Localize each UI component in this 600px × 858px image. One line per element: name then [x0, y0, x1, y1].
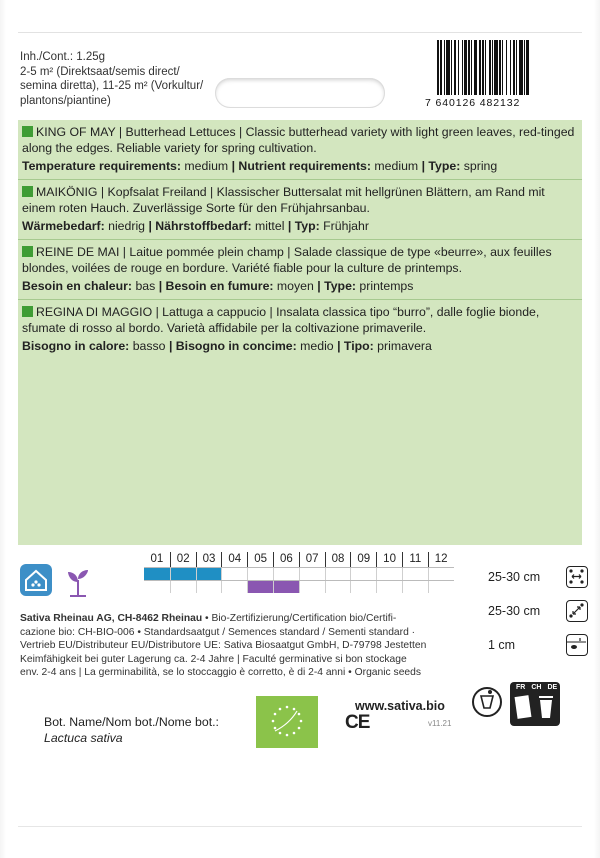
month-label: 06	[273, 552, 299, 567]
ean-number: 7 640126 482132	[425, 97, 521, 109]
eu-organic-leaf-icon	[256, 696, 318, 748]
variety-description-panel	[18, 120, 582, 545]
packet-content-info	[20, 50, 210, 108]
sowing-depth-icon	[566, 634, 588, 656]
type-label: | Type:	[317, 279, 357, 293]
recycling-bin-icon	[510, 682, 560, 726]
temp-value: basso	[129, 339, 169, 353]
sowing-depth	[488, 630, 588, 660]
variety-block-it	[18, 300, 582, 359]
calendar-cell	[144, 568, 170, 580]
calendar-cell	[325, 581, 351, 593]
variety-desc: | Butterhead Lettuces | Classic butterhead variety with light green leaves, red-tinged along the edges. Reliable variety for spring cultivation.	[22, 125, 575, 155]
greenhouse-sowing-icon	[20, 564, 52, 596]
requirements	[22, 338, 578, 354]
calendar-months	[144, 552, 454, 567]
type-value: spring	[460, 159, 498, 173]
row-spacing	[488, 562, 588, 592]
latin-name: Lactuca sativa	[44, 731, 123, 745]
green-square-icon	[22, 186, 33, 197]
calendar-cell	[273, 581, 299, 593]
type-value: printemps	[356, 279, 414, 293]
nutr-label: | Besoin en fumure:	[158, 279, 274, 293]
calendar-cell	[196, 568, 222, 580]
month-label: 08	[325, 552, 351, 567]
barcode-bars	[437, 40, 580, 95]
barcode	[425, 40, 580, 115]
calendar-cell	[376, 581, 402, 593]
plant-spacing-value: 25-30 cm	[488, 604, 541, 618]
recycle-arrows-icon	[470, 682, 504, 722]
calendar-cell	[350, 581, 376, 593]
company-line-4: Keimfähigkeit bei guter Lagerung ca. 2-4 Jahre | Faculté germinative si bon stockage	[20, 653, 407, 665]
type-label: | Typ:	[287, 219, 320, 233]
calendar-cell	[325, 568, 351, 580]
month-label: 10	[376, 552, 402, 567]
nutr-value: mittel	[251, 219, 288, 233]
sowing-calendar	[144, 552, 454, 593]
month-label: 09	[350, 552, 376, 567]
row-spacing-value: 25-30 cm	[488, 570, 541, 584]
green-square-icon	[22, 126, 33, 137]
calendar-cell	[221, 568, 247, 580]
company-line-1	[20, 612, 460, 626]
nutr-label: | Nährstoffbedarf:	[148, 219, 252, 233]
bot-label: Bot. Name/Nom bot./Nome bot.:	[44, 715, 219, 729]
calendar-cell	[170, 568, 196, 580]
requirements	[22, 278, 578, 294]
temp-value: bas	[132, 279, 159, 293]
barcode-bar	[529, 40, 531, 95]
calendar-row-direct	[144, 580, 454, 593]
sowing-depth-value: 1 cm	[488, 638, 516, 652]
version-label: v11.21	[428, 719, 452, 728]
seedling-icon	[60, 564, 96, 600]
website-link[interactable]: www.sativa.bio	[355, 699, 445, 713]
company-info	[20, 612, 460, 680]
bottom-fold-line	[18, 826, 582, 827]
calendar-cell	[402, 568, 428, 580]
calendar-cell	[196, 581, 222, 593]
temp-label: Bisogno in calore:	[22, 339, 130, 353]
hang-hole	[215, 78, 385, 108]
calendar-cell	[376, 568, 402, 580]
variety-name: MAIKÖNIG	[36, 185, 98, 199]
variety-block-en	[18, 120, 582, 180]
company-line-5: env. 2-4 ans | La germinabilità, se lo stoccaggio è corretto, è di 2-4 anni • Organic seeds	[20, 667, 422, 679]
row-spacing-icon	[566, 566, 588, 588]
plant-spacing	[488, 596, 588, 626]
top-fold-line	[18, 32, 582, 33]
plant-spacing-icon	[566, 600, 588, 622]
calendar-cell	[170, 581, 196, 593]
cultivation-info	[488, 562, 588, 664]
calendar-cell	[273, 568, 299, 580]
area-line-1: 2-5 m² (Direktsaat/semis direct/	[20, 65, 180, 78]
temp-label: Wärmebedarf:	[22, 219, 105, 233]
calendar-cell	[299, 568, 325, 580]
company-name: Sativa Rheinau AG, CH-8462 Rheinau	[20, 613, 203, 624]
month-label: 02	[170, 552, 196, 567]
temp-label: Besoin en chaleur:	[22, 279, 133, 293]
month-label: 12	[428, 552, 454, 567]
nutr-label: | Nutrient requirements:	[231, 159, 371, 173]
area-line-3: plantons/piantine)	[20, 94, 111, 107]
month-label: 01	[150, 553, 164, 565]
calendar-cell	[221, 581, 247, 593]
temp-value: medium	[181, 159, 232, 173]
tab-de: DE	[547, 684, 558, 691]
variety-name: REGINA DI MAGGIO	[36, 305, 153, 319]
variety-block-de	[18, 180, 582, 240]
variety-name: KING OF MAY	[36, 125, 116, 139]
nutr-value: medio	[296, 339, 338, 353]
area-line-2: semina diretta), 11-25 m² (Vorkultur/	[20, 80, 204, 92]
tab-ch: CH	[531, 684, 542, 691]
month-label: 07	[299, 552, 325, 567]
nutr-value: medium	[371, 159, 422, 173]
content-weight: Inh./Cont.: 1.25g	[20, 51, 106, 63]
temp-value: niedrig	[104, 219, 149, 233]
tab-fr: FR	[516, 684, 526, 691]
calendar-cell	[350, 568, 376, 580]
variety-desc: | Laitue pommée plein champ | Salade classique de type «beurre», aux feuilles blondes, voilées de rouge en bordure. Variété fiable pour la culture de printemps.	[22, 245, 552, 275]
calendar-cell	[299, 581, 325, 593]
green-square-icon	[22, 246, 33, 257]
variety-desc: | Lattuga a cappucio | Insalata classica tipo “burro”, dalle foglie bionde, sfumate di rosso al bordo. Varietà affidabile per la coltivazione primaverile.	[22, 305, 540, 335]
variety-block-fr	[18, 240, 582, 300]
calendar-cell	[402, 581, 428, 593]
type-label: | Type:	[421, 159, 461, 173]
company-cert: • Bio-Zertifizierung/Certification bio/Certifi-	[202, 613, 397, 624]
variety-desc: | Kopfsalat Freiland | Klassischer Buttersalat mit hellgrünen Blättern, am Rand mit einem roten Hauch. Zuverlässige Sorte für den Frühjahrsanbau.	[22, 185, 545, 215]
green-square-icon	[22, 306, 33, 317]
calendar-cell	[247, 581, 273, 593]
month-label: 05	[247, 552, 273, 567]
variety-name: REINE DE MAI	[36, 245, 120, 259]
company-line-3: Vertrieb EU/Distributeur EU/Distributore UE: Sativa Biosaatgut GmbH, D-79798 Jestetten	[20, 640, 427, 652]
botanical-name	[44, 714, 219, 746]
type-value: Frühjahr	[319, 219, 369, 233]
month-label: 04	[221, 552, 247, 567]
nutr-value: moyen	[273, 279, 318, 293]
type-value: primavera	[373, 339, 432, 353]
calendar-row-indoor	[144, 567, 454, 580]
calendar-cell	[428, 568, 454, 580]
company-line-2: cazione bio: CH-BIO-006 • Standardsaatgut / Semences standard / Sementi standard ·	[20, 626, 416, 638]
calendar-cell	[247, 568, 273, 580]
month-label: 03	[196, 552, 222, 567]
month-label: 11	[402, 552, 428, 567]
calendar-cell	[144, 581, 170, 593]
legend-icons	[20, 564, 96, 600]
recycling-info	[470, 682, 560, 726]
requirements	[22, 158, 578, 174]
type-label: | Tipo:	[337, 339, 374, 353]
calendar-cell	[428, 581, 454, 593]
temp-label: Temperature requirements:	[22, 159, 181, 173]
requirements	[22, 218, 578, 234]
nutr-label: | Bisogno in concime:	[168, 339, 297, 353]
ce-mark: CE	[345, 712, 370, 733]
